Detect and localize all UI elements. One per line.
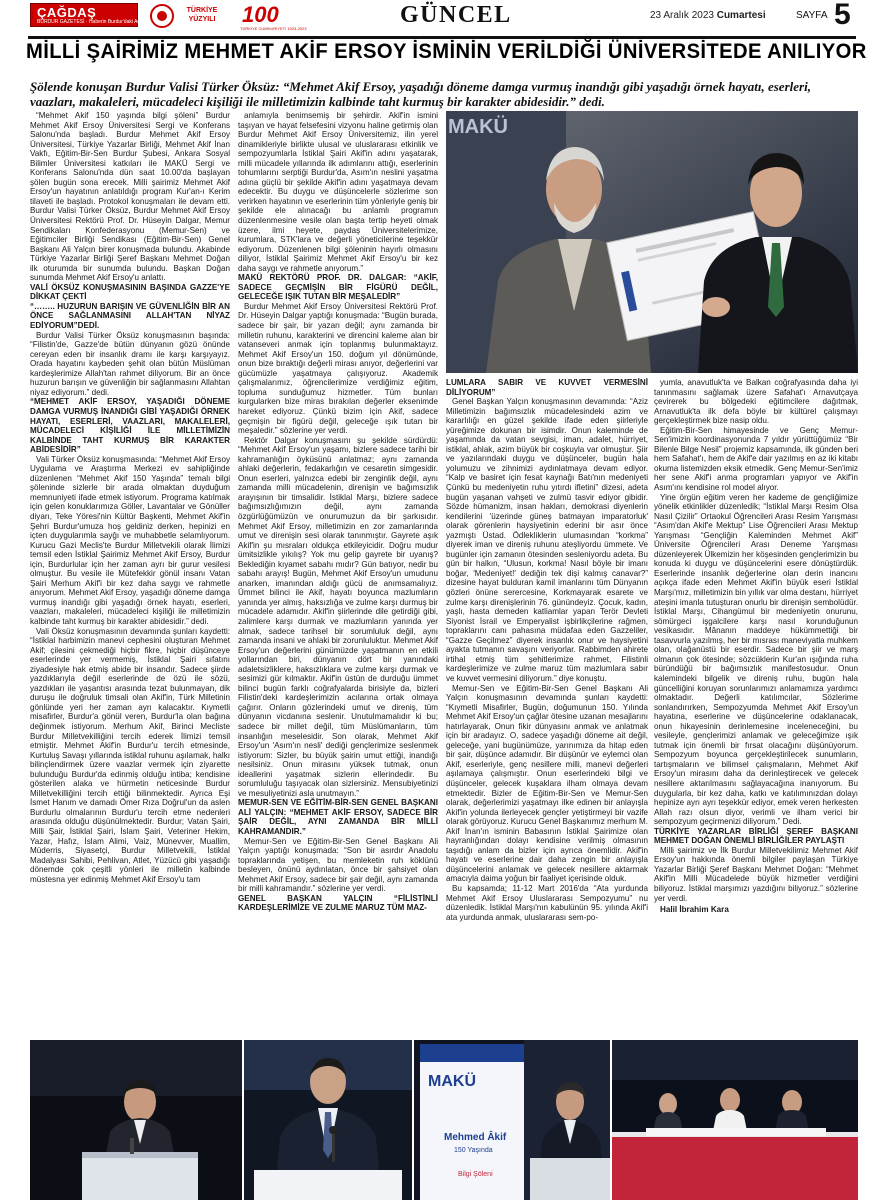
article-column-1: [30, 111, 230, 1039]
paragraph: “Mehmet Akif 150 yaşında bilgi şöleni” Burdur Mehmet Akif Ersoy Üniversitesi Sergi ve Konferans Salonu'nda başladı. Burdur Mehmet Akif Ersoy Üniversitesi, Türkiye Yazarlar Birliği, Mehmet Akif İnan Vakfı, Eğitim-Bir-Sen Burdur Şubesi, Ankara Sosyal Bilimler Üniversitesi katkıları ile MAKÜ Sergi ve Konferans Salonu'nda dün saat 10.00'da başlayan şölen bugün sona erecek. Milli şairimiz Mehmet Akif Ersoy'un hayatının anlatıldığı program Kur'an-ı Kerim tilaveti ile başladı. Protokol konuşmaları ile devam etti. Burdur Valisi Türker Öksüz, Burdur Mehmet Akif Ersoy Üniversitesi Rektörü Prof. Dr. Hüseyin Dalgar, Memur Sendikaları Konfederasyonu (Memur-Sen) ve Eğitimciler Birliği Sendikası (Eğitim-Bir-Sen) Genel Başkanı Ali Yalçın birer konuşmada bulundu. Akabinde Türkiye Yazarlar Birliği Şeref Başkanı Mehmet Doğan ilk oturumda bir sunumda bulundu. Başkan Doğan sunumda Mehmet Akif Ersoy'u anlattı.: [30, 111, 230, 283]
paragraph: Bu kapsamda; 11-12 Mart 2016'da “Ata yurdunda Mehmet Akif Ersoy Uluslararası Sempozyumu” nu düzenledik. İstiklal Marşı'nın kabulünün 95. yılında Akif'i ata yurdunda anmak, uluslararası sem-po-: [446, 883, 648, 922]
subheading: TÜRKİYE YAZARLAR BİRLİĞİ ŞEREF BAŞKANI MEHMET DOĞAN ÖNEMLİ BİRLİĞİLER PAYLAŞTI: [654, 826, 858, 846]
paragraph: Rektör Dalgar konuşmasını şu şekilde sürdürdü: “Mehmet Akif Ersoy'un yaşamı, bizlere sadece tarihi bir kahramanlığın öyküsünü anlatmaz; aynı zamanda ahlaki değerlerin, fedakarlığın ve cesaretin simgesidir. Onun eserleri, yalnızca edebi bir zenginlik değil, aynı zamanda milli mücadelenin, direnişin ve bağımsızlık arayışının bir timsalidir. İstiklal Marşı, bizlere sadece bağımsızlığımızın değil, aynı zamanda özgürlüğümüzün ve onurumuzun da bir şarkısıdır. Mehmet Akif Ersoy, milletimizin en zor zamanlarında umut ve direnişin sesi olarak tanınmıştır. Gayrete aşık Akif'in şu mısraları oldukça etkileyicidir. Doğru mudur ümitsizlikle yıkılış? Yok mu gelip gayrete bir uyanış? Beklediğin kıyamet sabahı mıdır? Gün batıyor, nedir bu sabahı arayış! Bugün, Mehmet Akif Ersoy'un umudunu anarken, imanından aldığı gücü de anımsamalıyız. Ümmet bilinci ile Akif, hayatı boyunca mazlumların yanında yer almış, haksızlığa ve zulme karşı durmuş bir mücadele adamıdır. Akif'in şiirlerinde dile getirdiği gibi, zalimlere karşı durmak ve mazlumların yanında yer almak, sadece tarihsel bir sorumluluk değil, aynı zamanda insani ve ahlaki bir zorunluluktur. Mehmet Akif Ersoy'un değerlerini günümüzde yaşatmanın en etkili yollarından biri, dünyanın dört bir yanındaki adaletsizliklere, haksızlıklara ve zulme karşı durmak ve sesimizi gür kılmaktır. Akif'in üstün de durduğu ümmet bilinci bugün farklı coğrafyalarda birisiyle da, bizleri Filistin'deki kardeşlerimizin acılarına ortak olmaya çağırır. Onların gözlerindeki umut ve direniş, tüm dünyanın vicdanına seslenir. Unutulmamalıdır ki bu; sadece bir millet değil, tüm Müslümanların, tüm insanlığın meselesidir. Son olarak, Mehmet Akif Ersoy'un 'Asım'ın nesli' dediği gençlerimize seslenmek istiyorum: Sizler, bu büyük şairin umut ettiği, inandığı nesilsiniz. Onun mirasını yüksek tutmak, onun ideallerini yaşatmak sizlerin ellerindedir. Bu sorumluluğu taşıyacak olan sizlersiniz. Mensubiyetinizi ve mesuliyetinizi asla unutmayın.”: [238, 435, 438, 798]
centenary-caption: TÜRKİYE CUMHURİYETİ 1923-2023: [240, 26, 307, 31]
paragraph: anlamıyla benimsemiş bir şehirdir. Akif'in ismini taşıyan ve hayat felsefesini vizyonu haline getirmiş olan Burdur Mehmet Akif Ersoy Üniversitemiz, ilin yerel dinamikleriyle birlikte ulusal ve uluslararası etkinlik ve sempozyumlarla İstiklal Şairi Akif'in adını yaşatarak, milli mücadele yıllarında ilk adımlarını attığı, eserlerinin tohumlarını serptiği Burdur'da, Asım'ın neslini yaşatma adına güçlü bir şekilde Akif'in adını yaşatmaya devam edecektir. Bu duygu ve düşüncelerle sözlerime son verirken hayatının ve eserlerinin tüm yönleriyle geniş bir şekilde ele alınacağı bu anlamlı programın düzenlenmesine vesile olan başta tertip heyeti olmak üzere, ilmi heyete, paydaş Üniversitelerimize, kurumlara, STK'lara ve değerli yöneticilerine teşekkür ediyorum. Düzenlenen bilgi şöleninin hayırlı olmasını diliyor, İstiklal Şairimiz Mehmet Akif Ersoy'u bir kez daha saygı ve rahmetle anıyorum.”: [238, 111, 438, 273]
centenary-number: 100: [242, 2, 279, 27]
page-number: 5: [834, 0, 851, 31]
article-deck: Şölende konuşan Burdur Valisi Türker Öksüz: “Mehmet Akif Ersoy, yaşadığı döneme damga vurmuş inandığı gibi yaşadığı örnek hayatı, eserleri, vaazları, makaleleri, mücadeleci kişiliği ile milletimizin kalbinde taht kurmuş bir karakter abidesidir.” dedi.: [30, 79, 811, 109]
subheading: VALİ ÖKSÜZ KONUŞMASININ BAŞINDA GAZZE'YE DİKKAT ÇEKTİ: [30, 282, 230, 302]
logo-name: ÇAĞDAŞ: [37, 5, 97, 20]
banner-maku-text: MAKÜ: [428, 1073, 476, 1090]
paragraph: Memur-Sen ve Eğitim-Bir-Sen Genel Başkanı Ali Yalçın konuşmasının devamında şunları kaydetti: “Kıymetli Misafirler, Bugün, doğumunun 150. Yılında Mehmet Akif Ersoy'un çağlar ötesine uzanan mesajlarını hatırlayarak, Onun fikir dünyasını anmak ve anlatmak için bir aradayız. O, sadece yaşadığı döneme ait değil, geleceğe, yani bugünümüze, yarınımıza da hitap eden bir şair, düşünce adamıdır. Bir düşünür ve eylemci olan Akif, eserleriyle, genç nesillere milli, manevi değerleri aşılamaya çalışmıştır. Onun eserlerindeki bilgi ve düşünceler, gelecek kuşaklara ilham olmaya devam etmektedir. Bizler de Eğitim-Bir-Sen ve Memur-Sen olarak, değerlerimizi yaşatmayı ilke edinen bir anlayışla Akif'in yolunda ilerleyecek gençler yetiştirmeyi bir vazife olarak görüyoruz. Kurucu Genel Başkanımız merhum M. Akif İnan'ın isminin Babasının İstiklal Şairimize olan hayranlığından dolayı kendisine verilmiş olmasının taşıdığı anlam da bizler için ayrıca önemlidir. Akif'in hayatı ve eserlerine dair daha zengin bir anlayışla düşüncelerini anlamak ve gelecek nesillere aktarmak amacıyla daima yoğun bir faaliyet içerisinde olduk.: [446, 683, 648, 884]
masthead: [28, 0, 858, 36]
subheading: “…….. HUZURUN BARIŞIN VE GÜVENLİĞİN BİR AN ÖNCE SAĞLANMASINI ALLAH'TAN NİYAZ EDİYORUM”DEDİ.: [30, 301, 230, 331]
issue-date: [650, 10, 766, 21]
banner-event-text: Bilgi Şöleni: [458, 1171, 493, 1178]
masthead-rule: [28, 36, 856, 39]
paragraph: Memur-Sen ve Eğitim-Bir-Sen Genel Başkanı Ali Yalçın yaptığı konuşmada: “Son bir asırdır Anadolu topraklarında yetişen, bu memleketin ruh köklünü besleyen, önünü aydınlatan, önce bir şahsiyet olan Mehmet Akif Ersoy, sadece bir şair değil, aynı zamanda bir milli kahramandır.” sözlerine yer verdi.: [238, 836, 438, 894]
subheading: LUMLARA SABIR VE KUVVET VERMESİNİ DİLİYORUM”: [446, 378, 648, 397]
paragraph: Vali Türker Öksüz konuşmasında: “Mehmet Akif Ersoy Uygulama ve Araştırma Merkezi ev sahipliğinde düzenlenen “Mehmet Akif 150 Yaşında” temalı bilgi şöleninde sizlerle bir arada olmaktan duyduğum memnuniyeti ifade etmek istiyorum. Programa katılmak için gelen konuklarımıza Göller, Lavantalar ve Gönüller diyarı, Teke Yöresi'nin Kültür Başkenti, Mehmet Akif'in Şehri Burdur'umuza hoş geldiniz derken, hepinizi en içten duygularımla sayğı ve muhabbetle selamlıyorum. Kurucu Gazi Meclis'te Burdur Milletvekili olarak İlimizi temsil eden İstiklal Şairimiz Mehmet Akif Ersoy, Burdur için, Burdurlular için her zaman ayrı bir gurur vesilesi olmuştur. Bu vesile ile Mütefekkir gönül insanı Vatan Şairi Merhum Akif'i bir kez daha saygı ve rahmetle anıyorum. Mehmet Akif Ersoy, yaşadığı döneme damga vurmuş inandığı gibi yaşadığı örnek hayatı, eserleri, vaazları, makaleleri, mücadeleci kişiliği ile milletimizin kalbinde taht kurmuş bir karakter abidesidir.” dedi.: [30, 454, 230, 626]
newspaper-logo[interactable]: [30, 3, 149, 27]
subheading: “MEHMET AKİF ERSOY, YAŞADIĞI DÖNEME DAMGA VURMUŞ İNANDIĞI GİBİ YAŞADIĞI ÖRNEK HAYATI, ESERLERİ, VAAZLARI, MAKALELERİ, MÜCADELECİ KİŞİLİĞİ İLE MİLLETİMİZİN KALBİNDE TAHT KURMUŞ BİR KARAKTER ABİDESİDİR”: [30, 397, 230, 455]
crescent-star-icon: [150, 4, 174, 28]
subheading: GENEL BAŞKAN YALÇIN “FİLİSTİNLİ KARDEŞLERİMİZE VE ZULME MARUZ TÜM MAZ-: [238, 893, 438, 913]
paragraph: Burdur Valisi Türker Öksüz konuşmasının başında: “Filistin'de, Gazze'de bütün dünyanın gözü önünde cereyan eden bir insanlık dramı ile karşı karşıyayız. Orada hayatını kaybeden şehit olan bütün Müslüman kardeşlerimize Allah'tan rahmet diliyorum. Bir an önce huzurun barışın ve güvenliğin bir sağlanmasını Allahtan niyaz ediyorum.” dedi.: [30, 330, 230, 397]
day-text: Cumartesi: [716, 10, 766, 21]
banner-subtitle-text: 150 Yaşında: [454, 1147, 493, 1154]
podium-photo-governor: [30, 1040, 242, 1200]
subheading: MAKÜ REKTÖRÜ PROF. DR. DALGAR: “AKİF, SADECE GEÇMİŞİN BİR FİGÜRÜ DEĞİL, GELECEĞE IŞIK TUTAN BİR MEŞALEDİR”: [238, 273, 438, 302]
article-column-2: [238, 111, 438, 1039]
section-title: GÜNCEL: [400, 2, 512, 28]
paragraph: Yine örgün eğitim veren her kademe de gençliğimize yönelik etkinlikler düzenledik; “İstiklal Marşı Resim Olsa Nasıl Çizilir” Ortaokul Öğrencileri Arası Resim Yarışması “Asım'dan Akif'e Mektup” Lise Öğrencileri Arası Mektup Yarışması “Gençliğin Kaleminden Mehmet Akif” Üniversite Öğrencileri Arası Deneme Yarışması düzenleyerek Ülkemizin her köşesinden gençlerimizin bu konuda ki duygu ve düşüncelerini esere dönüştürdük. Eserlerinde insanlık değerlerine olan derin inancını açıkça ifade eden Mehmet Akif'in büyük eseri İstiklal Marşı'mız, milletimizin bin yıllık var olma destanı, hürriyet ateşini imanla tutuşturan onurlu bir direnişin sembolüdür. İstiklal Marşı, Cihangümul bir medeniyetin onurunu, sömürgeci işgalcilere karşı nasıl korunduğunun vesikasıdır. Mânanın maddeye hükümmettiği bir tasavvurla yazılmış, her bir mısrası maneviyatla muhkem olan, olağanüstü bir eserdir. Sadece bir şiir ve marş olmanın çok ötesinde; sözcüklerin Kur'an ışığında ruha büründüğü bir bağımsızlık manifestosudur. Onun kalemindeki bilgelik ve direniş ruhu, bugün hala güncelliğini koruyan sorunlarımızı anlamamıza yardımcı olmaktadır. Değerli katılımcılar, Sözlerime sonlandırırken, Sempozyumda Mehmet Akif Ersoy'un hayatına, eserlerine ve düşüncelerine odaklanacak, onun hikayesinin derinlemesine inceleneceğini, bu vesileyle, gençlerimizi anlamak ve geleceğimize ışık tutmak için önemli bir fırsat olacağını düşünüyorum. Sempozyum boyunca gerçekleştirilecek sunumların, tartışmaların ve bilimsel çalışmaların, Mehmet Akif Ersoy'un mirasını daha da derinleştirecek ve gelecek nesillere aktarılmasını sağlayacağına inanıyorum. Bu duygularla, bir kez daha, katkı ve katılımınızdan dolayı hepinize ayrı ayrı teşekkür ediyor, emek veren herkesten Allah razı olsun diyor, verimli ve ilham verici bir sempozyum geçirmenizi diliyorum.” Dedi.: [654, 492, 858, 827]
centenary-word: TÜRKİYE YÜZYILI: [186, 7, 218, 23]
ceremony-photo: [446, 111, 858, 373]
subheading: MEMUR-SEN VE EĞİTİM-BİR-SEN GENEL BAŞKANI ALİ YALÇIN: “MEHMET AKİF ERSOY, SADECE BİR ŞAİR DEĞİL, AYNI ZAMANDA BİR MİLLİ KAHRAMANDIR.”: [238, 798, 438, 837]
paragraph: Eğitim-Bir-Sen himayesinde ve Genç Memur-Sen'imizin koordinasyonunda 7 yıldır yürüttüğümüz “Bir Bilenle Bilge Nesil” projemiz kapsamında, ilk günden beri hem Safahat'ı, hem de Akif'e dair yazılmış en az iki kitabı okuma listemizden eksik etmedik. Genç Memur-Sen'imiz her sene Akif'i anma programları yapıyor ve Akif'in Asım'ını kendisine rol model alıyor.: [654, 425, 858, 493]
banner-logo-text: MAKÜ: [448, 116, 508, 138]
paragraph: Genel Başkan Yalçın konuşmasının devamında: “Aziz Milletimizin bağımsızlık mücadelesindeki azim ve kararlılığı en güzel şekilde ifade eden şiirleriyle yüreğimize dokunan bir isimdir. Onun kaleminde de yaşamında da vatan sevgisi, iman, adalet, hürriyet, istiklal, ahlak, azim büyük bir coşkuyla var olmuştur. Şiir ve yazılarındaki duygu ve düşünceler, bugün hala yolumuzu ve zihnimizi aydınlatmaya devam ediyor. “Kalp ve basiret için fesat kaynağı Batı'nın medeniyeti Çünkü bu medeniyetin ruhu yıtırdı ifletini” dizesi, adeta bugün yaşanan vahşeti ve zulmü tasvir ediyor gibidir. Sözde hümanizm, insan hakları, demokrasi diyenlerin kendilerini 'üzerinde güneş batmayan imparatorluk' olarak görenlerin haysiyetinin ederini bir asır önce yazmıştı Üstad. Ödlekliklerin ulumasından “korkma” diyerek iman ve direniş ruhunu ateşliyordu ümmete. Ve bugünler için zamanın ötesinden sesleniyordu adeta. Bu gün bir halkın, “Ulusun, korkma! Nasıl böyle bir imanı boğar, 'Medeniyet!' dediğin tek dişi kalmış canavar?” dizesine hayat bulduran kamil imanlarını tüm Dünyanın gözleri önüne serercesine, Korkmayarak esarete ve zulme karşı direnişlerinin 76. günündeyiz. Çocuk, kadın, yaşlı, hasta demeden katliamlar yapan Terör Devleti Siyonist İsrail ve Emperyalist işbirlikçilerine rağmen, topraklarını canı pahasına müdafaa eden Gazzeliler, “Gazze Geçilmez” diyerek insanlık onur ve haysiyetini ayakta tutmanın savaşını veriyorlar. Rabbimden ahirete irtihal etmiş tüm şehitlerimize rahmet, Filistinli kardeşlerimize ve zulme maruz tüm mazlumlara sabır ve kuvvet vermesini diliyorum.” diye konuştu.: [446, 397, 648, 683]
podium-photo-rector: [244, 1040, 412, 1200]
paragraph: Milli şairimiz ve İlk Burdur Milletvekilimiz Mehmet Akif Ersoy'un hakkında önemli bilgiler paylaşan Türkiye Yazarlar Birliği Şeref Başkanı Mehmet Doğan: “Mehmet Akif'in Milli Mücadelede büyük hizmetler verdiğini biliyoruz. İstiklal marşımızı yazdığını biliyoruz.” sözlerine yer verdi.: [654, 845, 858, 903]
stage-banner-photo: [414, 1040, 610, 1200]
panel-session-photo: [612, 1040, 858, 1200]
article-headline: MİLLİ ŞAİRİMİZ MEHMET AKİF ERSOY İSMİNİN VERİLDİĞİ ÜNİVERSİTEDE ANILIYOR: [26, 40, 867, 63]
date-text: 23 Aralık 2023: [650, 10, 714, 21]
byline: Halil İbrahim Kara: [660, 905, 729, 915]
paragraph: yumla, anavutluk'ta ve Balkan coğrafyasında daha iyi tanınmasını sağlamak üzere Safahat'ı Arnavutçaya çevirerek bu bölgedeki eğitimcilere dağıtmak, Arnavutluk'ta ilk defa böyle bir kültürel çalışmayı gerçekleştirmek bize nasip oldu.: [654, 378, 858, 426]
centenary-logo: [150, 3, 310, 31]
banner-title-text: Mehmed Âkif: [444, 1132, 507, 1143]
page-label: SAYFA: [796, 10, 828, 21]
paragraph: Vali Öksüz konuşmasının devamında şunları kaydetti: “İstiklal harbimizin manevi cephesini oluşturan Mehmet Akif; çilesini çekmediği hiçbir fikre, hiçbir düşünceye eserlerinde yer vermemiş, İstiklal Şairi sıfatını ziyadesiyle hak etmiş abide bir insandır. Sadece şiirde yazdıklarıyla değil eserlerinde de özü ile sözü, yazdıkları ile yaşantısı arasında tezat bulunmayan, dik duruşu ile doğruluk timsali olan Akif'in, Türk Milletinin gönlünde yeri her zaman ayrı kalacaktır. Kıymetli misafirler, Burdur'a gönül veren, Burdur'la olan bağına değinmek istiyorum. Merhum Akif, Birinci Mecliste Burdur Milletvekilliğini tercih ederek İlimizi temsil etmiştir. Mehmet Akif'in Burdur'u tercih etmesinde, Kurtuluş Savaşı yıllarında istiklal ruhunu aşılamak, halkı bilinçlendirmek üzere vaazlar vermek için ziyarette bulunduğu Burdur'da edinmiş olduğu intiba; kendisine gösterilen alaka ve hürmetin neticesinde Burdur Milletvekilliğini tercih ettiği bilinmektedir. Ayrıca Eşi İsmet Hanım ve damadı Ömer Rıza Doğrul'un da aslen Burdurlu olmalarının Burdur'u tercih etme nedenleri arasında olduğu düşünülmektedir. Burdur; Vatan Şairi, Milli Şair, İstiklal Şairi, İslam Şairi, Veteriner Hekim, Yazar, Hafız, İslam Alimi, Vaiz, Münevver, Muallim, Müderris, Siyasetçi, Burdur Milletvekili, İstiklal Madalyası Sahibi, Pehlivan, Atlet, Yüzücü gibi yaşadığı dönemde çok çeşitli yönleri ile milletin kalbinde müstesna yer edinmiş Mehmet Akif Ersoy'u tam: [30, 626, 230, 884]
article-column-4: [654, 378, 858, 1039]
paragraph: Burdur Mehmet Akif Ersoy Üniversitesi Rektörü Prof. Dr. Hüseyin Dalgar yaptığı konuşmada: “Bugün burada, sadece bir şair, bir yazarı değil; aynı zamanda bir milletin ruhunu, karakterini ve direncini kaleme alan bir vatanseveri anmak için toplanmış bulunmaktayız. Mehmet Akif Ersoy'un 150. doğum yıl dönümünde, onun bize bıraktığı değerli mirası anıyor, değerlerini var gücümüzle yaşatmaya çalışıyoruz. Akademik çalışmalarımız, öğrencilerimize verdiğimiz eğitim, topluma sunduğumuz hizmetler. Tüm bunları kurgularken bize miras bırakılan değerler eksenimde hareket ediyoruz. Çünkü bizim için Akif, sadece geçmişin bir figürü değil, geleceğe ışık tutan bir meşaledir.” sözlerine yer verdi.: [238, 301, 438, 436]
article-column-3: [446, 378, 648, 1039]
logo-tagline: BURDUR GAZETESİ · Haberin Burdur'daki Adresi: [37, 19, 149, 25]
